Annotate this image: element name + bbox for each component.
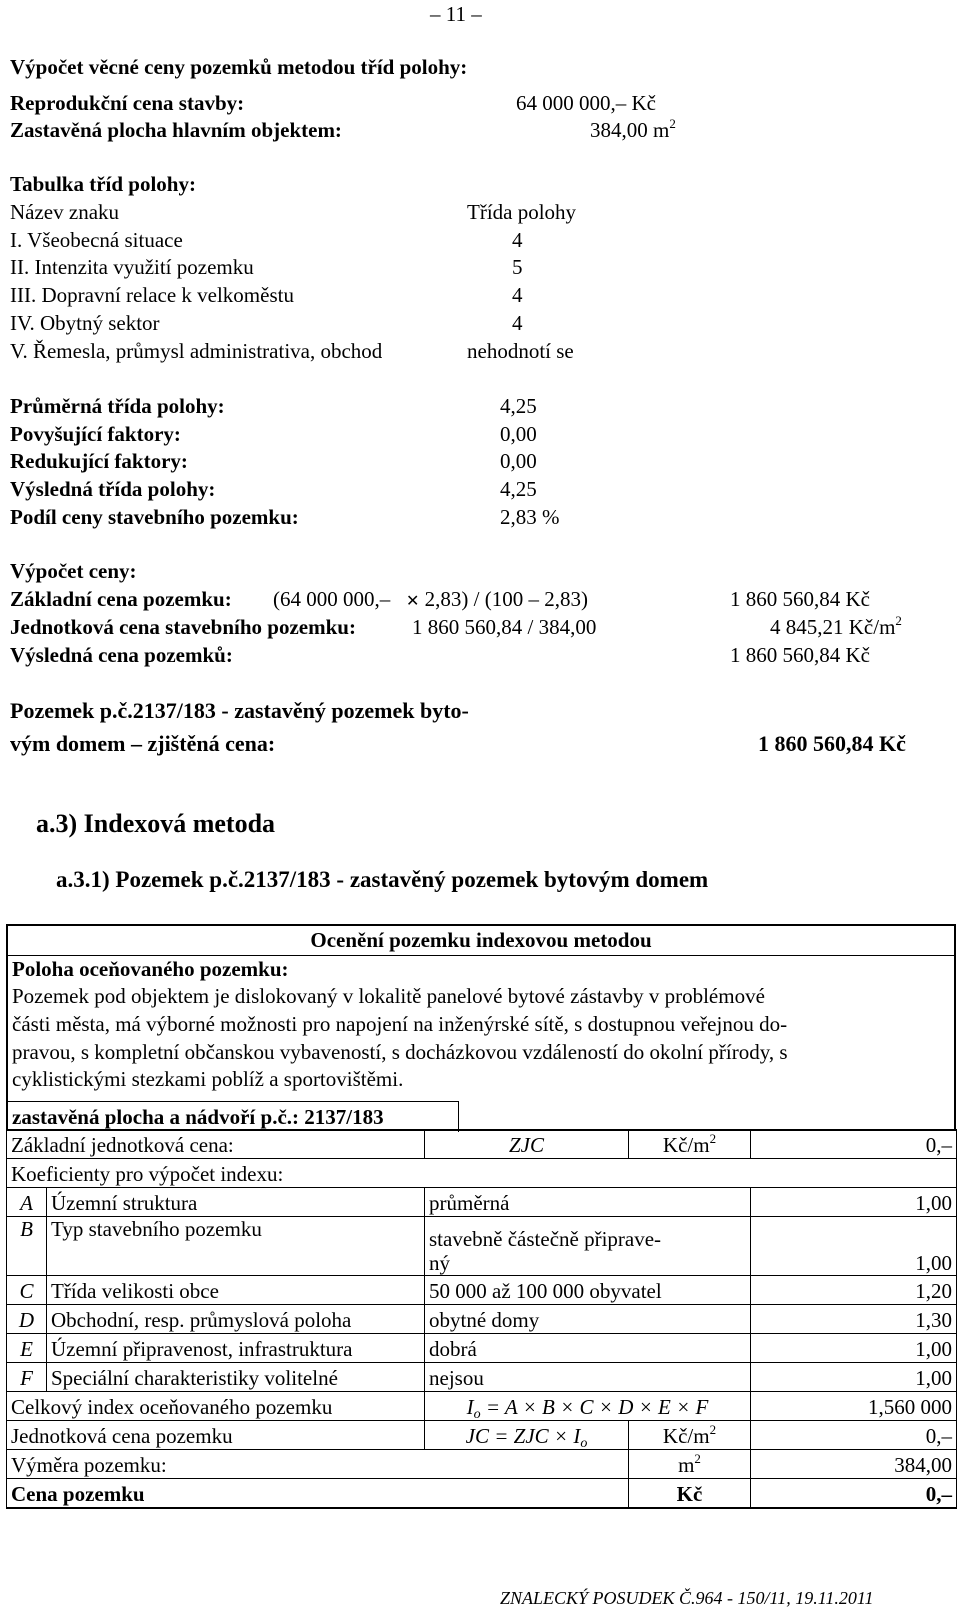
- coef-letter: B: [7, 1217, 47, 1276]
- base-price-cell: Základní jednotková cena:: [7, 1130, 425, 1159]
- coef-letter: A: [7, 1188, 47, 1217]
- area-unit: $m^2$: [629, 1450, 751, 1479]
- coef-desc: nejsou: [425, 1363, 751, 1392]
- class-row-name: III. Dopravní relace k velkoměstu: [10, 283, 294, 307]
- base-price-formula: (64 000 000,– ✕ 2,83) / (100 – 2,83): [273, 587, 588, 611]
- class-row-value: 4: [512, 283, 523, 307]
- description-line: části města, má výborné možnosti pro napojení na inženýrské sítě, s dostupnou veřejnou do-: [12, 1012, 788, 1036]
- index-value: 1,560 000: [751, 1392, 957, 1421]
- factor-value: 2,83 %: [500, 505, 560, 529]
- base-unit: $Kč/m^2$: [629, 1130, 751, 1159]
- area-value: 384,00: [751, 1450, 957, 1479]
- valuation-table: [6, 1129, 957, 1509]
- built-area-value: 384,00 $m^2$: [590, 116, 676, 142]
- coef-letter: F: [7, 1363, 47, 1392]
- parcel-line-1: Pozemek p.č.2137/183 - zastavěný pozemek byto-: [10, 698, 469, 723]
- result-label: Výsledná cena pozemků:: [10, 643, 233, 667]
- class-col-name: Název znaku: [10, 200, 120, 224]
- class-row-name: I. Všeobecná situace: [10, 228, 183, 252]
- coef-letter: D: [7, 1305, 47, 1334]
- price-unit: Kč: [629, 1479, 751, 1509]
- base-symbol: ZJC: [425, 1130, 629, 1159]
- unit-price-row-label: Jednotková cena pozemku: [7, 1421, 425, 1450]
- class-row-name: II. Intenzita využití pozemku: [10, 255, 254, 279]
- table-row: [7, 1305, 957, 1334]
- unit-price-row-value: 0,–: [751, 1421, 957, 1450]
- calc-title: Výpočet ceny:: [10, 559, 137, 583]
- table-row: [7, 1217, 957, 1276]
- section-title: Výpočet věcné ceny pozemků metodou tříd polohy:: [10, 55, 468, 79]
- coef-desc: 50 000 až 100 000 obyvatel: [425, 1276, 751, 1305]
- result-value: 1 860 560,84 Kč: [730, 643, 870, 667]
- coef-desc: obytné domy: [425, 1305, 751, 1334]
- table-row: [7, 1421, 957, 1450]
- description-line: Pozemek pod objektem je dislokovaný v lokalitě panelové bytové zástavby v problémové: [12, 984, 765, 1008]
- reproduction-value: 64 000 000,– Kč: [516, 91, 656, 115]
- factor-label: Průměrná třída polohy:: [10, 394, 225, 418]
- table-row: [7, 1276, 957, 1305]
- class-row-value: nehodnotí se: [467, 339, 574, 363]
- table-row: [7, 1363, 957, 1392]
- factor-value: 0,00: [500, 422, 537, 446]
- description-line: cyklistickými stezkami poblíž a sportovištěmi.: [12, 1067, 404, 1091]
- coef-name: Typ stavebního pozemku: [47, 1217, 425, 1276]
- coef-name: Speciální charakteristiky volitelné: [47, 1363, 425, 1392]
- class-row-value: 4: [512, 311, 523, 335]
- class-row-value: 5: [512, 255, 523, 279]
- class-row-value: 4: [512, 228, 523, 252]
- class-col-class: Třída polohy: [467, 200, 577, 224]
- coef-letter: C: [7, 1276, 47, 1305]
- unit-price-formula: 1 860 560,84 / 384,00: [412, 615, 597, 639]
- table-row: [7, 1392, 957, 1421]
- location-label: Poloha oceňovaného pozemku:: [12, 957, 289, 981]
- factor-value: 4,25: [500, 477, 537, 501]
- factor-value: 4,25: [500, 394, 537, 418]
- table-row: [7, 1188, 957, 1217]
- coef-desc: průměrná: [425, 1188, 751, 1217]
- table-row: [7, 1130, 957, 1159]
- price-label: Cena pozemku: [7, 1479, 629, 1509]
- reproduction-label: Reprodukční cena stavby:: [10, 91, 245, 115]
- built-area-label: Zastavěná plocha hlavním objektem:: [10, 118, 342, 142]
- coef-value: 1,30: [751, 1305, 957, 1334]
- base-price-value: 1 860 560,84 Kč: [730, 587, 870, 611]
- coef-name: Územní připravenost, infrastruktura: [47, 1334, 425, 1363]
- coef-name: Obchodní, resp. průmyslová poloha: [47, 1305, 425, 1334]
- page-number: – 11 –: [430, 2, 482, 26]
- coef-value: 1,00: [751, 1217, 957, 1276]
- coef-desc: dobrá: [425, 1334, 751, 1363]
- class-row-name: IV. Obytný sektor: [10, 311, 160, 335]
- unit-price-unit: $Kč/m^2$: [629, 1421, 751, 1450]
- factor-label: Podíl ceny stavebního pozemku:: [10, 505, 299, 529]
- factor-label: Redukující faktory:: [10, 449, 188, 473]
- class-table-title: Tabulka tříd polohy:: [10, 172, 196, 196]
- index-label: Celkový index oceňovaného pozemku: [7, 1392, 425, 1421]
- valuation-box: [6, 924, 956, 1131]
- parcel-line-2: vým domem – zjištěná cena:: [10, 731, 276, 756]
- table-row: [7, 1334, 957, 1363]
- base-price-label: Základní cena pozemku:: [10, 587, 232, 611]
- parcel-value: 1 860 560,84 Kč: [758, 731, 906, 756]
- factor-value: 0,00: [500, 449, 537, 473]
- index-heading: a.3) Indexová metoda: [36, 809, 276, 838]
- index-subheading: a.3.1) Pozemek p.č.2137/183 - zastavěný pozemek bytovým domem: [56, 867, 709, 892]
- base-value: 0,–: [751, 1130, 957, 1159]
- unit-price-label: Jednotková cena stavebního pozemku:: [10, 615, 356, 639]
- box-header: Ocenění pozemku indexovou metodou: [8, 925, 954, 956]
- parcel-row: [8, 1101, 459, 1132]
- coef-desc: stavebně částečně připrave- ný: [425, 1217, 751, 1276]
- coef-letter: E: [7, 1334, 47, 1363]
- coef-value: 1,00: [751, 1363, 957, 1392]
- coef-value: 1,00: [751, 1334, 957, 1363]
- coef-name: Třída velikosti obce: [47, 1276, 425, 1305]
- parcel-label: zastavěná plocha a nádvoří p.č.: 2137/183: [12, 1105, 384, 1129]
- price-value: 0,–: [751, 1479, 957, 1509]
- description-line: pravou, s kompletní občanskou vybaveností, s docházkovou vzdáleností do okolní přírody, s: [12, 1040, 788, 1064]
- factor-label: Povyšující faktory:: [10, 422, 181, 446]
- factor-label: Výsledná třída polohy:: [10, 477, 216, 501]
- unit-price-value: 4 845,21 $Kč/m^2$: [770, 613, 902, 639]
- index-formula: $I_o = A \times B \times C \times D \times E \times F$: [425, 1392, 751, 1421]
- coef-value: 1,20: [751, 1276, 957, 1305]
- table-row: [7, 1479, 957, 1509]
- footer: ZNALECKÝ POSUDEK Č.964 - 150/11, 19.11.2011: [500, 1588, 874, 1608]
- unit-price-symbol: JC = ZJC × $I_o$: [425, 1421, 629, 1450]
- table-row: [7, 1159, 957, 1188]
- table-row: [7, 1450, 957, 1479]
- coef-label: Koeficienty pro výpočet indexu:: [7, 1159, 957, 1188]
- area-label: Výměra pozemku:: [7, 1450, 629, 1479]
- coef-value: 1,00: [751, 1188, 957, 1217]
- class-row-name: V. Řemesla, průmysl administrativa, obchod: [10, 339, 383, 363]
- coef-name: Územní struktura: [47, 1188, 425, 1217]
- multiply-icon: ✕: [406, 591, 420, 610]
